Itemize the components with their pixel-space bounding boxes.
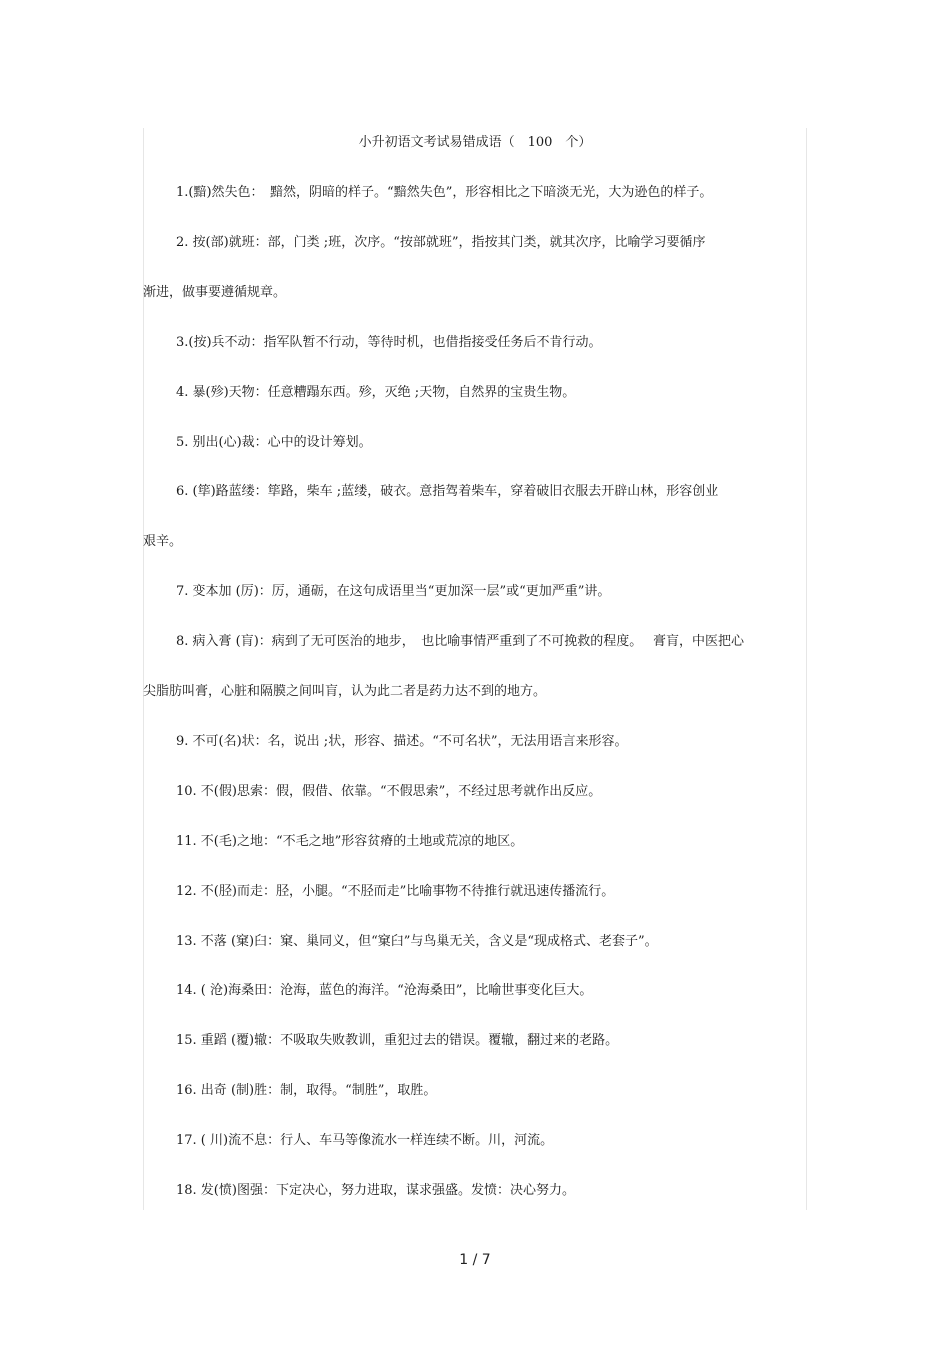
paragraph-continuation: 艰辛。 [143, 534, 183, 549]
document-title: 小升初语文考试易错成语（ 100 个） [358, 135, 592, 150]
idiom-entry: 1.(黯)然失色： 黯然，阴暗的样子。“黯然失色”，形容相比之下暗淡无光，大为逊色的样子。 [176, 185, 713, 200]
paragraph-continuation: 尖脂肪叫膏，心脏和隔膜之间叫肓，认为此二者是药力达不到的地方。 [143, 684, 547, 699]
idiom-entry: 8. 病入膏 (肓)：病到了无可医治的地步， 也比喻事情严重到了不可挽救的程度。 膏肓，中医把心 [176, 634, 744, 649]
idiom-entry: 18. 发(愤)图强：下定决心，努力进取，谋求强盛。发愤：决心努力。 [176, 1183, 575, 1198]
idiom-entry: 12. 不(胫)而走：胫，小腿。“不胫而走”比喻事物不待推行就迅速传播流行。 [176, 884, 615, 899]
idiom-entry: 14. ( 沧)海桑田：沧海，蓝色的海洋。“沧海桑田”，比喻世事变化巨大。 [176, 983, 593, 998]
idiom-entry: 13. 不落 (窠)臼：窠、巢同义，但“窠臼”与鸟巢无关，含义是“现成格式、老套子”。 [176, 934, 658, 949]
idiom-entry: 2. 按(部)就班：部，门类 ;班，次序。“按部就班”，指按其门类，就其次序，比喻学习要循序 [176, 235, 706, 250]
idiom-entry: 5. 别出(心)裁：心中的设计筹划。 [176, 435, 372, 450]
page-indicator: 1 / 7 [459, 1252, 491, 1268]
paragraph-continuation: 渐进，做事要遵循规章。 [143, 285, 287, 300]
idiom-entry: 9. 不可(名)状：名，说出 ;状，形容、描述。“不可名状”，无法用语言来形容。 [176, 734, 628, 749]
idiom-entry: 6. (筚)路蓝缕：筚路，柴车 ;蓝缕，破衣。意指驾着柴车，穿着破旧衣服去开辟山林，形容创业 [176, 484, 719, 499]
idiom-entry: 3.(按)兵不动：指军队暂不行动，等待时机，也借指接受任务后不肯行动。 [176, 335, 602, 350]
idiom-entry: 11. 不(毛)之地：“不毛之地”形容贫瘠的土地或荒凉的地区。 [176, 834, 524, 849]
idiom-entry: 15. 重蹈 (覆)辙：不吸取失败教训，重犯过去的错误。覆辙，翻过来的老路。 [176, 1033, 619, 1048]
idiom-entry: 16. 出奇 (制)胜：制，取得。“制胜”，取胜。 [176, 1083, 437, 1098]
idiom-entry: 10. 不(假)思索：假，假借、依靠。“不假思索”，不经过思考就作出反应。 [176, 784, 602, 799]
idiom-entry: 17. ( 川)流不息：行人、车马等像流水一样连续不断。川，河流。 [176, 1133, 554, 1148]
idiom-entry: 4. 暴(殄)天物：任意糟蹋东西。殄，灭绝 ;天物，自然界的宝贵生物。 [176, 385, 576, 400]
idiom-entry: 7. 变本加 (厉)：厉，通砺，在这句成语里当“更加深一层”或“更加严重”讲。 [176, 584, 611, 599]
